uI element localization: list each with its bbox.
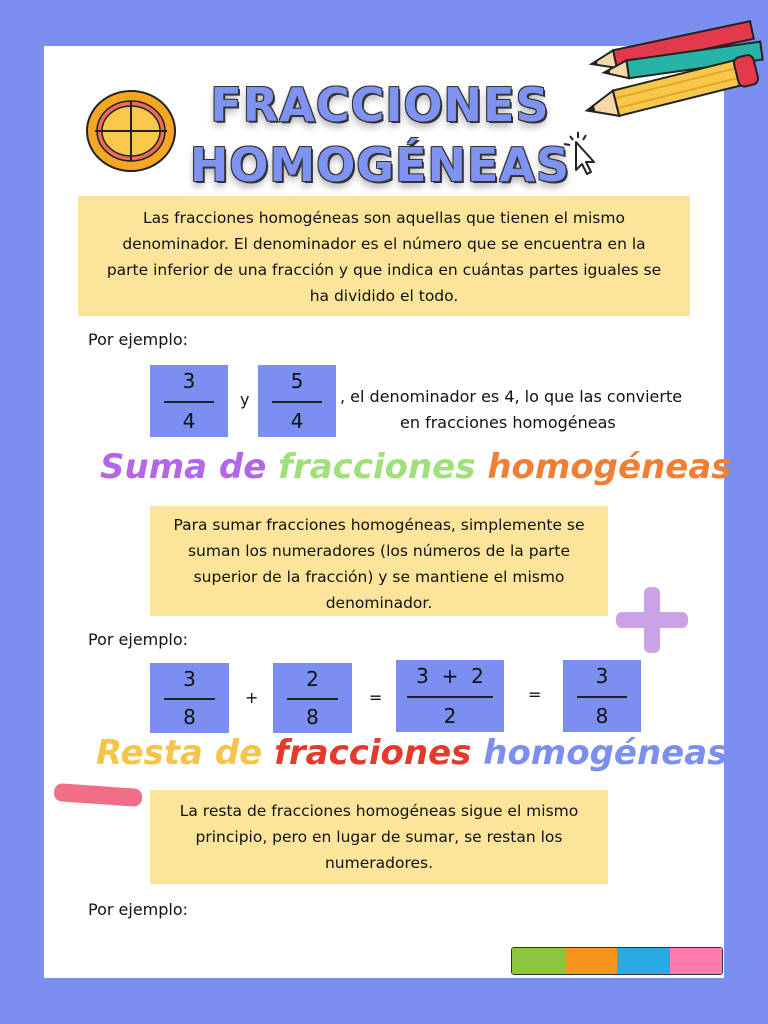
equals-operator-1: = [369, 688, 383, 707]
minus-sign-icon [50, 778, 146, 812]
numerator: 5 [290, 369, 304, 393]
swatch-pink [670, 948, 723, 974]
swatch-blue [617, 948, 670, 974]
denominator: 2 [443, 704, 457, 728]
numerator: 2 [306, 667, 319, 691]
page-title-line1: FRACCIONES [210, 78, 550, 132]
resta-heading-word1: Resta de [96, 733, 263, 773]
denominator: 4 [182, 409, 196, 433]
resta-heading-word3: homogéneas [483, 733, 728, 773]
suma-description: Para sumar fracciones homogéneas, simplemente se suman los numeradores (los números de la parte superior de la fracción) y se mantiene el mismo denominador. [173, 516, 585, 612]
intro-box [78, 196, 690, 316]
suma-heading-word2: fracciones [278, 447, 476, 487]
suma-heading-word1: Suma de [100, 447, 267, 487]
intro-text: Las fracciones homogéneas son aquellas que tienen el mismo denominador. El denominador es el número que se encuentra en la parte inferior de una fracción y que indica en cuántas partes iguales se ha dividido el todo. [106, 209, 662, 305]
denominator: 8 [183, 705, 196, 729]
suma-box [150, 506, 608, 616]
resta-heading [96, 733, 727, 773]
example-label-3: Por ejemplo: [88, 900, 189, 919]
denominator: 8 [306, 705, 319, 729]
fraction-bar [577, 696, 627, 698]
page-title-line2: HOMOGÉNEAS [189, 138, 571, 192]
fraction-sum [396, 660, 504, 732]
denominator: 4 [290, 409, 304, 433]
fraction-3-8 [150, 663, 229, 733]
numerator: 3 [183, 667, 196, 691]
example-label-1: Por ejemplo: [88, 330, 189, 349]
swatch-orange [565, 948, 618, 974]
fraction-3-4 [150, 365, 228, 437]
swatch-green [512, 948, 565, 974]
resta-box [150, 790, 608, 884]
denominator: 8 [595, 704, 609, 728]
resta-heading-word2: fracciones [274, 733, 472, 773]
suma-heading [100, 447, 732, 487]
plus-operator: + [245, 688, 259, 707]
example1-text-line2: en fracciones homogéneas [400, 413, 616, 432]
fraction-2-8 [273, 663, 352, 733]
resta-description: La resta de fracciones homogéneas sigue el mismo principio, pero en lugar de sumar, se restan los numeradores. [179, 802, 579, 872]
numerator: 3 [595, 664, 609, 688]
fraction-5-4 [258, 365, 336, 437]
example1-text-line1: , el denominador es 4, lo que las convierte [340, 387, 683, 406]
equals-operator-2: = [528, 685, 542, 704]
fraction-result [563, 660, 641, 732]
numerator: 3 + 2 [416, 664, 484, 688]
plus-sign-icon [614, 585, 690, 655]
color-swatch-bar [511, 947, 723, 975]
fraction-bar [164, 698, 215, 700]
example-label-2: Por ejemplo: [88, 630, 189, 649]
suma-heading-word3: homogéneas [487, 447, 732, 487]
fraction-bar [287, 698, 338, 700]
fraction-bar [407, 696, 493, 698]
fraction-bar [272, 401, 322, 403]
fraction-bar [164, 401, 214, 403]
numerator: 3 [182, 369, 196, 393]
connector-y: y [240, 390, 250, 409]
